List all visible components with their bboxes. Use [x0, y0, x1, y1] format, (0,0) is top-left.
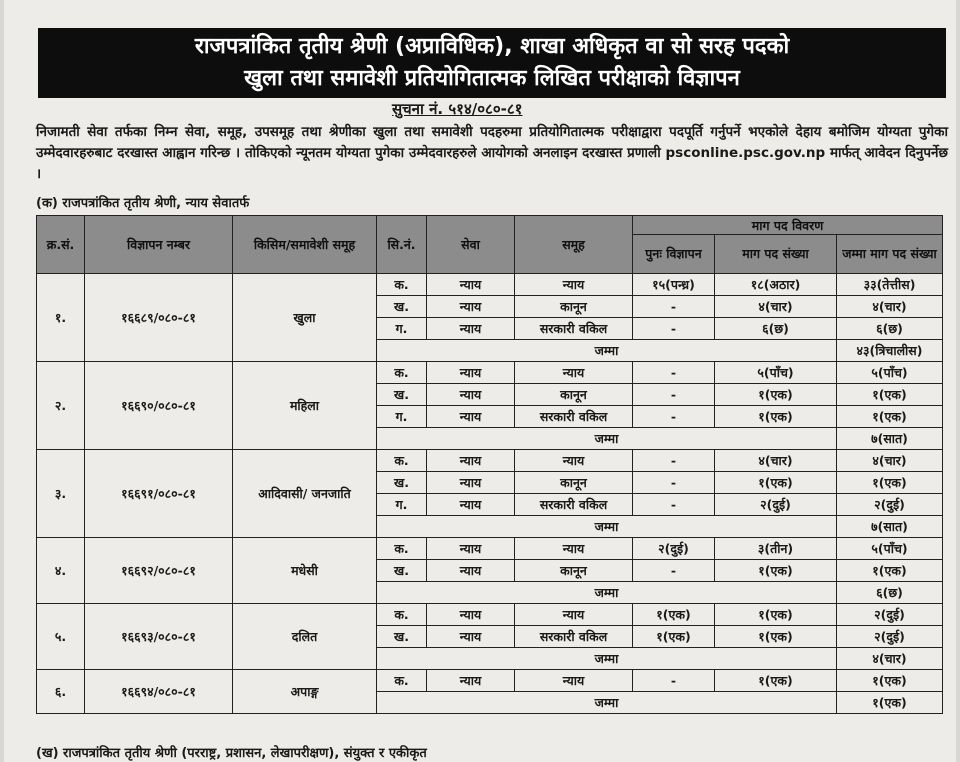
sum-value: ६(छ) [837, 582, 943, 604]
posts-cell: १(एक) [715, 670, 837, 692]
service-cell: न्याय [427, 670, 515, 692]
table-row [37, 670, 943, 692]
service-cell: न्याय [427, 318, 515, 340]
sub-cell: ख. [377, 560, 427, 582]
col-service: सेवा [427, 216, 515, 274]
col-demand: माग पद विवरण [633, 216, 943, 235]
readv-cell: - [633, 406, 715, 428]
sub-cell: ख. [377, 296, 427, 318]
col-type: किसिम/समावेशी समूह [233, 216, 377, 274]
group-cell: सरकारी वकिल [515, 318, 633, 340]
group-cell: कानून [515, 384, 633, 406]
posts-cell: ४(चार) [715, 450, 837, 472]
table-row [37, 604, 943, 626]
type-cell: आदिवासी/ जनजाति [233, 450, 377, 538]
group-cell: सरकारी वकिल [515, 626, 633, 648]
service-cell: न्याय [427, 472, 515, 494]
sub-cell: क. [377, 670, 427, 692]
type-cell: अपाङ्ग [233, 670, 377, 714]
col-sub: सि.नं. [377, 216, 427, 274]
readv-cell: - [633, 384, 715, 406]
readv-cell: - [633, 472, 715, 494]
col-readv: पुनः विज्ञापन [633, 235, 715, 274]
sum-value: १(एक) [837, 692, 943, 714]
sum-label: जम्मा [377, 582, 837, 604]
sum-label: जम्मा [377, 428, 837, 450]
group-cell: सरकारी वकिल [515, 406, 633, 428]
adno-cell: १६६९४/०८०-८१ [85, 670, 233, 714]
adno-cell: १६६९१/०८०-८१ [85, 450, 233, 538]
table-row [37, 450, 943, 472]
sub-cell: क. [377, 538, 427, 560]
sum-value: ४(चार) [837, 648, 943, 670]
sn-cell: २. [37, 362, 85, 450]
posts-cell: ४(चार) [715, 296, 837, 318]
header-line-1: राजपत्रांकित तृतीय श्रेणी (अप्राविधिक), शाखा अधिकृत वा सो सरह पदको [194, 34, 790, 59]
posts-cell: ६(छ) [715, 318, 837, 340]
sub-cell: ख. [377, 384, 427, 406]
type-cell: खुला [233, 274, 377, 362]
sn-cell: ६. [37, 670, 85, 714]
group-cell: कानून [515, 560, 633, 582]
sum-value: ४३(त्रिचालीस) [837, 340, 943, 362]
col-sn: क्र.सं. [37, 216, 85, 274]
service-cell: न्याय [427, 450, 515, 472]
readv-cell: - [633, 450, 715, 472]
total-cell: ४(चार) [837, 450, 943, 472]
readv-cell: - [633, 494, 715, 516]
readv-cell: १(एक) [633, 626, 715, 648]
posts-cell: ५(पाँच) [715, 362, 837, 384]
col-group: समूह [515, 216, 633, 274]
sub-cell: ख. [377, 626, 427, 648]
posts-cell: ३(तीन) [715, 538, 837, 560]
posts-cell: १(एक) [715, 626, 837, 648]
posts-cell: १८(अठार) [715, 274, 837, 296]
col-adno: विज्ञापन नम्बर [85, 216, 233, 274]
section-a-heading: (क) राजपत्रांकित तृतीय श्रेणी, न्याय सेवातर्फ [36, 196, 250, 211]
posts-cell: २(दुई) [715, 494, 837, 516]
sn-cell: ४. [37, 538, 85, 604]
total-cell: २(दुई) [837, 626, 943, 648]
sum-label: जम्मा [377, 340, 837, 362]
total-cell: १(एक) [837, 406, 943, 428]
total-cell: ४(चार) [837, 296, 943, 318]
type-cell: मधेसी [233, 538, 377, 604]
table-row [37, 538, 943, 560]
sn-cell: १. [37, 274, 85, 362]
readv-cell: - [633, 670, 715, 692]
sub-cell: क. [377, 450, 427, 472]
service-cell: न्याय [427, 296, 515, 318]
total-cell: १(एक) [837, 384, 943, 406]
sub-cell: क. [377, 362, 427, 384]
sn-cell: ३. [37, 450, 85, 538]
readv-cell: १(एक) [633, 604, 715, 626]
type-cell: दलित [233, 604, 377, 670]
header-banner [38, 28, 946, 98]
sum-label: जम्मा [377, 516, 837, 538]
total-cell: ३३(तेत्तीस) [837, 274, 943, 296]
adno-cell: १६६९०/०८०-८१ [85, 362, 233, 450]
group-cell: न्याय [515, 450, 633, 472]
total-cell: ६(छ) [837, 318, 943, 340]
sub-cell: ग. [377, 494, 427, 516]
group-cell: न्याय [515, 274, 633, 296]
readv-cell: - [633, 318, 715, 340]
group-cell: कानून [515, 296, 633, 318]
readv-cell: - [633, 296, 715, 318]
adno-cell: १६६९३/०८०-८१ [85, 604, 233, 670]
readv-cell: - [633, 560, 715, 582]
posts-cell: १(एक) [715, 406, 837, 428]
sum-value: ७(सात) [837, 516, 943, 538]
service-cell: न्याय [427, 274, 515, 296]
sn-cell: ५. [37, 604, 85, 670]
total-cell: २(दुई) [837, 494, 943, 516]
notice-number: सुचना नं. ५१४/०८०-८१ [392, 100, 523, 118]
posts-cell: १(एक) [715, 604, 837, 626]
intro-paragraph: निजामती सेवा तर्फका निम्न सेवा, समूह, उपसमूह तथा श्रेणीका खुला तथा समावेशी पदहरुमा प्रतियोगितात्मक परीक्षाद्वारा पदपूर्ति गर्नुपर्ने भएकोले देहाय बमोजिम योग्यता पुगेका उम्मेदवारहरुबाट दरखास्त आह्वान गरिन्छ । तोकिएको न्यूनतम योग्यता पुगेका उम्मेदवारहरुले आयोगको अनलाइन दरखास्त प्रणाली psconline.psc.gov.np मार्फत् आवेदन दिनुपर्नेछ । [36, 124, 948, 182]
readv-cell: १५(पन्ध्र) [633, 274, 715, 296]
service-cell: न्याय [427, 362, 515, 384]
sub-cell: क. [377, 274, 427, 296]
group-cell: न्याय [515, 670, 633, 692]
posts-cell: १(एक) [715, 560, 837, 582]
service-cell: न्याय [427, 538, 515, 560]
table-row [37, 362, 943, 384]
table-row [37, 274, 943, 296]
header-line-2: खुला तथा समावेशी प्रतियोगितात्मक लिखित परीक्षाको विज्ञापन [244, 66, 740, 91]
total-cell: ५(पाँच) [837, 362, 943, 384]
group-cell: सरकारी वकिल [515, 494, 633, 516]
total-cell: ५(पाँच) [837, 538, 943, 560]
service-cell: न्याय [427, 604, 515, 626]
total-cell: १(एक) [837, 472, 943, 494]
service-cell: न्याय [427, 406, 515, 428]
adno-cell: १६६९२/०८०-८१ [85, 538, 233, 604]
sub-cell: ग. [377, 318, 427, 340]
service-cell: न्याय [427, 384, 515, 406]
sum-label: जम्मा [377, 648, 837, 670]
col-posts: माग पद संख्या [715, 235, 837, 274]
group-cell: कानून [515, 472, 633, 494]
section-b-heading: (ख) राजपत्रांकित तृतीय श्रेणी (परराष्ट्र, प्रशासन, लेखापरीक्षण), संयुक्त र एकीकृत [36, 746, 427, 761]
service-cell: न्याय [427, 560, 515, 582]
total-cell: २(दुई) [837, 604, 943, 626]
posts-cell: १(एक) [715, 384, 837, 406]
total-cell: १(एक) [837, 560, 943, 582]
adno-cell: १६६८९/०८०-८१ [85, 274, 233, 362]
sum-label: जम्मा [377, 692, 837, 714]
sub-cell: ख. [377, 472, 427, 494]
posts-cell: १(एक) [715, 472, 837, 494]
sum-value: ७(सात) [837, 428, 943, 450]
sub-cell: क. [377, 604, 427, 626]
col-total: जम्मा माग पद संख्या [837, 235, 943, 274]
readv-cell: - [633, 362, 715, 384]
group-cell: न्याय [515, 362, 633, 384]
group-cell: न्याय [515, 538, 633, 560]
readv-cell: २(दुई) [633, 538, 715, 560]
total-cell: १(एक) [837, 670, 943, 692]
group-cell: न्याय [515, 604, 633, 626]
type-cell: महिला [233, 362, 377, 450]
sub-cell: ग. [377, 406, 427, 428]
service-cell: न्याय [427, 494, 515, 516]
service-cell: न्याय [427, 626, 515, 648]
advertisement-table [36, 215, 943, 714]
